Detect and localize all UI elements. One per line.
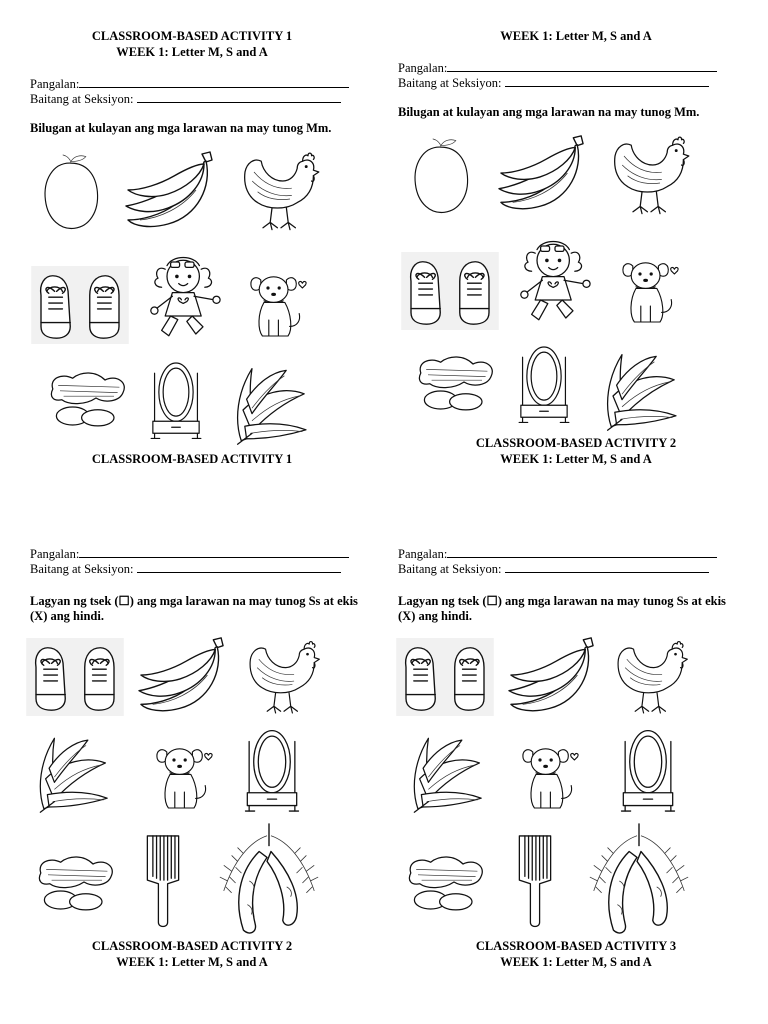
corn-picture[interactable] — [24, 726, 120, 814]
hen-picture[interactable] — [610, 628, 694, 724]
doll-picture[interactable] — [510, 236, 600, 328]
shoes-picture[interactable] — [396, 638, 494, 716]
mirror-picture[interactable] — [240, 722, 304, 816]
banana-picture[interactable] — [118, 146, 222, 236]
panel3-instruction: Lagyan ng tsek (☐) ang mga larawan na may tunog Ss at ekis (X) ang hindi. — [30, 594, 358, 623]
tamarind-picture[interactable] — [580, 822, 698, 940]
panel3-footer-line1: CLASSROOM-BASED ACTIVITY 2 — [91, 939, 293, 953]
name-line[interactable] — [447, 546, 717, 558]
panel4-instruction: Lagyan ng tsek (☐) ang mga larawan na may tunog Ss at ekis (X) ang hindi. — [398, 594, 726, 623]
mirror-picture[interactable] — [146, 352, 206, 446]
corn-picture[interactable] — [222, 356, 318, 446]
panel3-footer-line2: WEEK 1: Letter M, S and A — [116, 955, 268, 969]
doll-picture[interactable] — [140, 252, 230, 344]
worksheet-panel-2 — [384, 0, 768, 512]
grade-section-line[interactable] — [137, 561, 341, 573]
name-field — [30, 76, 349, 92]
banana-picture[interactable] — [130, 632, 234, 720]
puppy-picture[interactable] — [240, 262, 320, 346]
puppy-picture[interactable] — [512, 734, 592, 818]
grade-section-line[interactable] — [505, 561, 709, 573]
peanut-picture[interactable] — [400, 846, 490, 918]
puppy-picture[interactable] — [612, 248, 692, 332]
panel4-footer-line2: WEEK 1: Letter M, S and A — [500, 955, 652, 969]
panel2-instruction: Bilugan at kulayan ang mga larawan na may tunog Mm. — [398, 105, 700, 119]
shoes-picture[interactable] — [400, 252, 500, 330]
panel1-instruction: Bilugan at kulayan ang mga larawan na may tunog Mm. — [30, 121, 332, 135]
name-field — [398, 546, 717, 562]
shoes-picture[interactable] — [30, 266, 130, 344]
panel2-footer-line1: CLASSROOM-BASED ACTIVITY 2 — [475, 436, 677, 450]
grade-section-field — [30, 91, 341, 107]
name-field — [398, 60, 717, 76]
corn-picture[interactable] — [398, 726, 494, 814]
worksheet-panel-1 — [0, 0, 384, 512]
hen-picture[interactable] — [236, 142, 326, 238]
grade-section-field — [30, 561, 341, 577]
mirror-picture[interactable] — [514, 336, 574, 430]
grade-section-label: Baitang at Seksiyon: — [30, 562, 134, 576]
name-line[interactable] — [79, 546, 349, 558]
panel1-title-line1: CLASSROOM-BASED ACTIVITY 1 — [91, 29, 293, 43]
shoes-picture[interactable] — [26, 638, 124, 716]
grade-section-field — [398, 561, 709, 577]
name-label: Pangalan: — [398, 547, 448, 561]
peanut-picture[interactable] — [30, 846, 120, 918]
grade-section-label: Baitang at Seksiyon: — [398, 562, 502, 576]
corn-picture[interactable] — [592, 342, 688, 432]
hen-picture[interactable] — [606, 126, 696, 222]
grade-section-label: Baitang at Seksiyon: — [30, 92, 134, 106]
name-label: Pangalan: — [30, 547, 80, 561]
peanut-picture[interactable] — [40, 362, 134, 434]
name-line[interactable] — [447, 60, 717, 72]
mango-picture[interactable] — [408, 134, 474, 218]
name-line[interactable] — [79, 76, 349, 88]
panel2-footer-line2: WEEK 1: Letter M, S and A — [500, 452, 652, 466]
panel1-footer: CLASSROOM-BASED ACTIVITY 1 — [91, 452, 293, 466]
comb-picture[interactable] — [140, 826, 186, 936]
grade-section-line[interactable] — [505, 75, 709, 87]
grade-section-line[interactable] — [137, 91, 341, 103]
worksheet-panel-4 — [384, 512, 768, 1024]
puppy-picture[interactable] — [146, 734, 226, 818]
name-label: Pangalan: — [30, 77, 80, 91]
tamarind-picture[interactable] — [210, 822, 328, 940]
panel2-title: WEEK 1: Letter M, S and A — [500, 29, 652, 43]
panel1-title-line2: WEEK 1: Letter M, S and A — [116, 45, 268, 59]
comb-picture[interactable] — [512, 826, 558, 936]
name-field — [30, 546, 349, 562]
banana-picture[interactable] — [490, 130, 594, 218]
hen-picture[interactable] — [242, 628, 326, 724]
panel4-footer-line1: CLASSROOM-BASED ACTIVITY 3 — [475, 939, 677, 953]
grade-section-label: Baitang at Seksiyon: — [398, 76, 502, 90]
mirror-picture[interactable] — [616, 722, 680, 816]
banana-picture[interactable] — [500, 632, 604, 720]
grade-section-field — [398, 75, 709, 91]
name-label: Pangalan: — [398, 61, 448, 75]
peanut-picture[interactable] — [408, 346, 502, 418]
worksheet-panel-3 — [0, 512, 384, 1024]
mango-picture[interactable] — [38, 148, 104, 236]
